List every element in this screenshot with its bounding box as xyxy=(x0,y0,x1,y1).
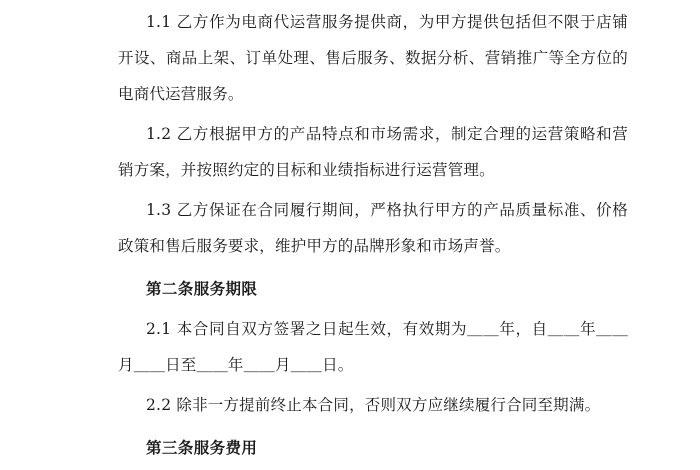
clause-2-1: 2.1 本合同自双方签署之日起生效，有效期为＿＿年，自＿＿年＿＿月＿＿日至＿＿年＿＿月＿＿日。 xyxy=(118,320,628,374)
clause-1-2: 1.2 乙方根据甲方的产品特点和市场需求，制定合理的运营策略和营销方案，并按照约定的目标和业绩指标进行运营管理。 xyxy=(118,125,628,179)
section-heading-2: 第二条服务期限 xyxy=(146,279,258,298)
clause-1-1: 1.1 乙方作为电商代运营服务提供商，为甲方提供包括但不限于店铺开设、商品上架、订单处理、售后服务、数据分析、营销推广等全方位的电商代运营服务。 xyxy=(118,13,628,103)
section-heading-3: 第三条服务费用 xyxy=(146,438,258,457)
clause-2-2: 2.2 除非一方提前终止本合同，否则双方应继续履行合同至期满。 xyxy=(146,396,601,414)
clause-1-3: 1.3 乙方保证在合同履行期间，严格执行甲方的产品质量标准、价格政策和售后服务要求，维护甲方的品牌形象和市场声誉。 xyxy=(118,201,628,255)
